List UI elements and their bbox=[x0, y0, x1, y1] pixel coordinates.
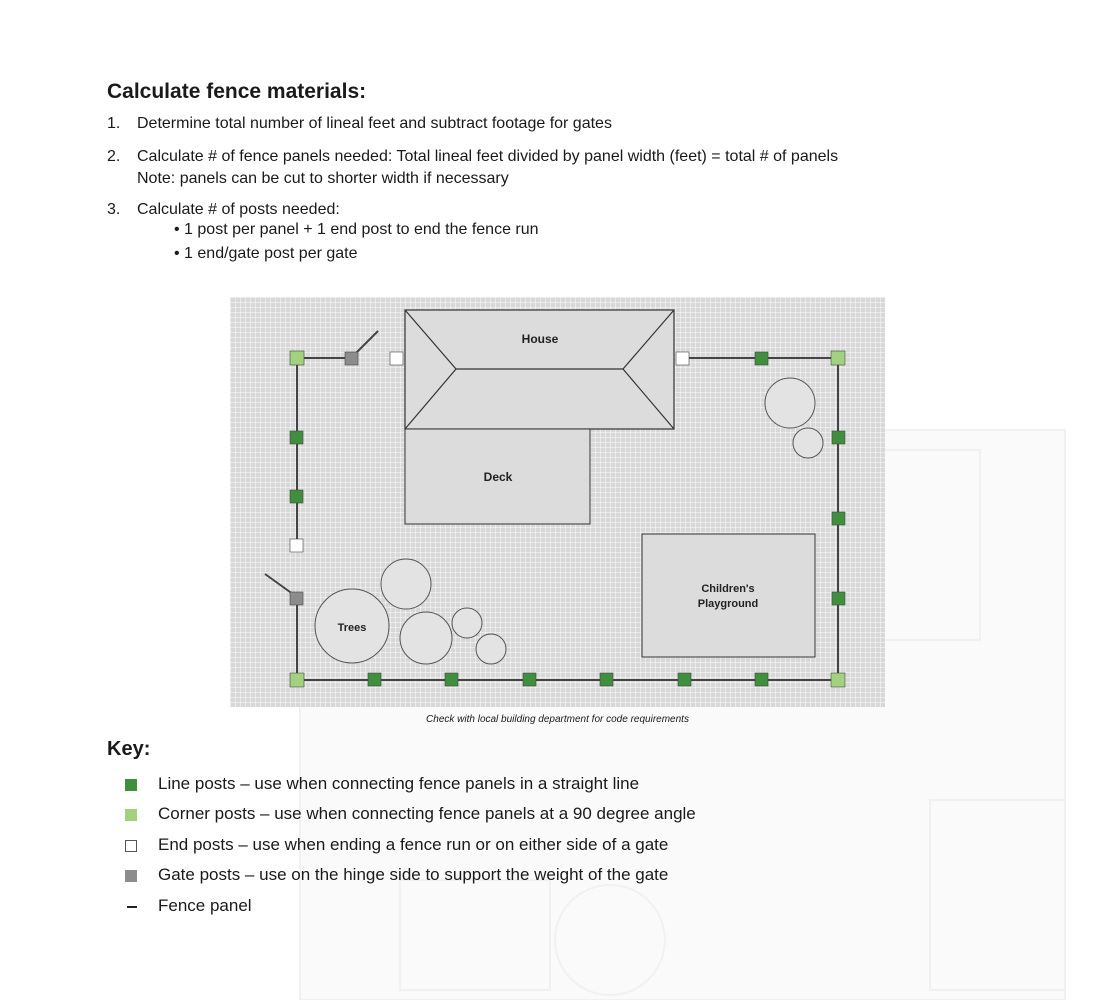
line-post bbox=[755, 673, 768, 686]
step-note: Note: panels can be cut to shorter width if necessary bbox=[137, 170, 509, 187]
corner-post bbox=[290, 673, 304, 687]
house bbox=[405, 310, 674, 429]
tree bbox=[793, 428, 823, 458]
fence-panel-swatch bbox=[127, 906, 137, 908]
key-label: Corner posts – use when connecting fence panels at a 90 degree angle bbox=[158, 804, 696, 823]
deck-label: Deck bbox=[483, 470, 513, 484]
line-post bbox=[523, 673, 536, 686]
corner-post bbox=[831, 351, 845, 365]
line-post bbox=[290, 431, 303, 444]
playground bbox=[642, 534, 815, 657]
corner-post bbox=[290, 351, 304, 365]
line-post bbox=[832, 592, 845, 605]
key-label: Line posts – use when connecting fence panels in a straight line bbox=[158, 774, 640, 793]
playground-label: Children's bbox=[701, 583, 755, 595]
tree bbox=[765, 378, 815, 428]
step-number: 1. bbox=[107, 115, 121, 132]
step-text: Calculate # of posts needed: bbox=[137, 201, 340, 218]
fence-diagram-svg bbox=[230, 297, 885, 707]
step-text: Calculate # of fence panels needed: Total lineal feet divided by panel width (feet) = total # of panels bbox=[137, 148, 839, 165]
line-post bbox=[290, 490, 303, 503]
tree bbox=[400, 612, 452, 664]
key-label: Gate posts – use on the hinge side to support the weight of the gate bbox=[158, 865, 669, 884]
bullet-item: • 1 end/gate post per gate bbox=[174, 245, 358, 262]
line-post bbox=[832, 512, 845, 525]
house-label: House bbox=[521, 332, 559, 346]
line-post bbox=[678, 673, 691, 686]
line-post bbox=[368, 673, 381, 686]
end-post bbox=[290, 539, 303, 552]
tree bbox=[452, 608, 482, 638]
line-post bbox=[832, 431, 845, 444]
gate-post bbox=[290, 592, 303, 605]
end-post bbox=[676, 352, 689, 365]
line-post bbox=[755, 352, 768, 365]
end-post bbox=[390, 352, 403, 365]
end-post-swatch bbox=[125, 840, 137, 852]
line-post bbox=[445, 673, 458, 686]
tree bbox=[381, 559, 431, 609]
page-title: Calculate fence materials: bbox=[107, 80, 367, 103]
playground-label: Playground bbox=[697, 598, 759, 610]
bullet-item: • 1 post per panel + 1 end post to end the fence run bbox=[174, 221, 539, 238]
corner-post-swatch bbox=[125, 809, 137, 821]
step-number: 2. bbox=[107, 148, 121, 165]
fence-layout-diagram bbox=[230, 297, 885, 707]
key-label: End posts – use when ending a fence run or on either side of a gate bbox=[158, 835, 669, 854]
tree bbox=[476, 634, 506, 664]
step-number: 3. bbox=[107, 201, 121, 218]
gate-post-swatch bbox=[125, 870, 137, 882]
key-label: Fence panel bbox=[158, 896, 252, 915]
diagram-caption: Check with local building department for code requirements bbox=[426, 714, 689, 725]
line-post-swatch bbox=[125, 779, 137, 791]
step-text: Determine total number of lineal feet and subtract footage for gates bbox=[137, 115, 612, 132]
gate-post bbox=[345, 352, 358, 365]
corner-post bbox=[831, 673, 845, 687]
trees-label: Trees bbox=[337, 622, 367, 634]
key-title: Key: bbox=[107, 738, 151, 760]
line-post bbox=[600, 673, 613, 686]
